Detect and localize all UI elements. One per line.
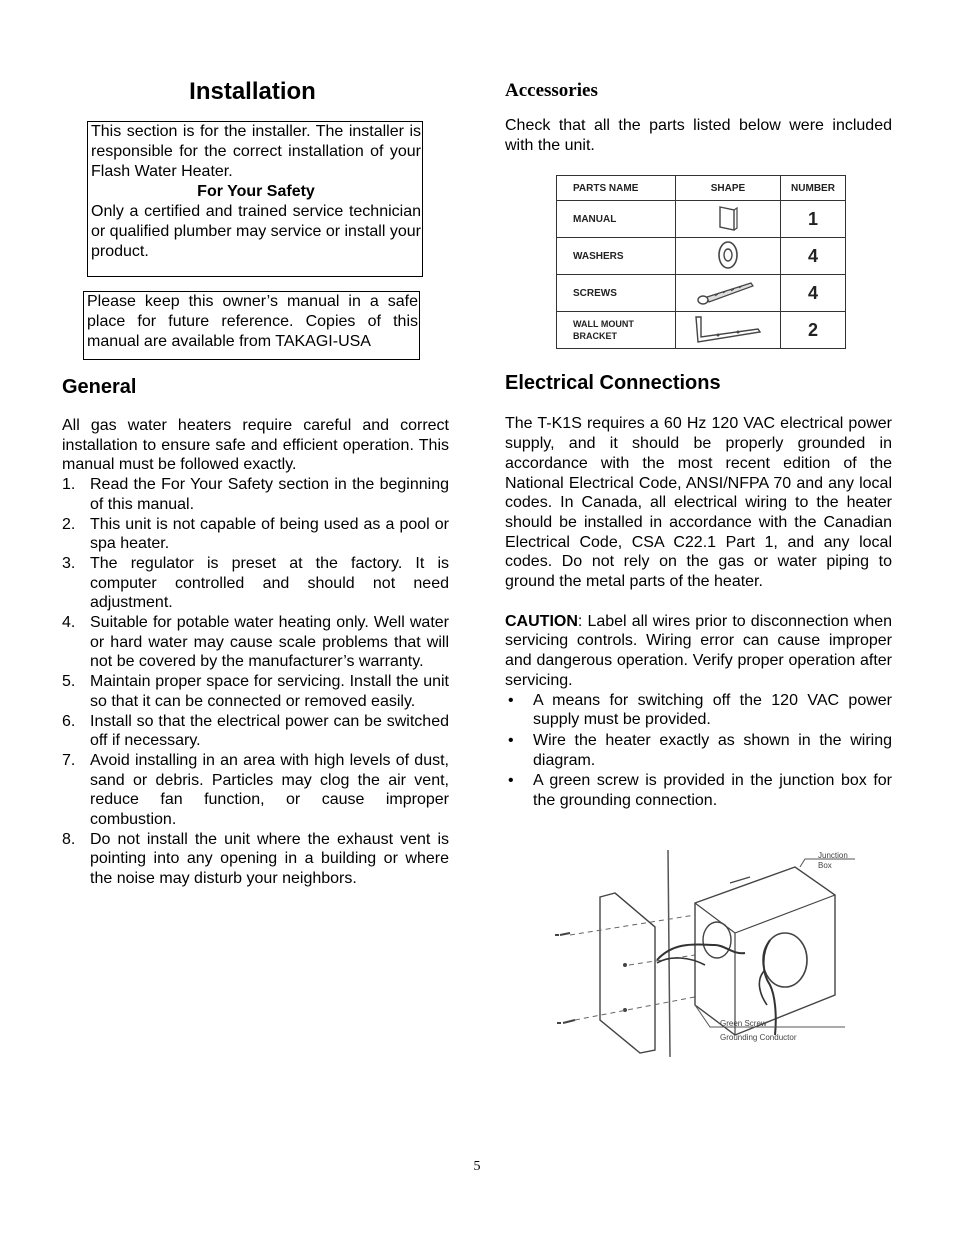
general-intro: All gas water heaters require careful and correct installation to ensure safe and efficient operation. This manual must be followed exactly. [62,417,449,474]
general-list [62,475,449,889]
item-text: Suitable for potable water heating only. Well water or hard water may cause scale problems that will not be covered by the manufacturer’s warranty. [90,614,449,671]
part-shape [676,201,781,238]
item-number: 8. [62,830,76,848]
part-shape [676,238,781,275]
item-number: 2. [62,515,76,533]
bracket-icon [688,313,768,345]
item-text: This unit is not capable of being used as a pool or spa heater. [90,515,449,553]
table-header-row [557,176,846,201]
installer-notice-box [87,121,423,277]
caution-paragraph [505,612,892,691]
accessories-intro: Check that all the parts listed below were included with the unit. [505,117,892,154]
list-item [62,830,449,889]
item-number: 4. [62,614,76,632]
list-item [62,613,449,672]
part-number: 1 [781,201,846,238]
label-green-screw: Green Screw [720,1019,767,1028]
part-shape [676,312,781,349]
part-name: WASHERS [557,238,676,275]
list-item [62,515,449,554]
item-text: Read the For Your Safety section in the beginning of this manual. [90,476,449,513]
electrical-intro: The T-K1S requires a 60 Hz 120 VAC electrical power supply, and it should be properly grounded in accordance with the most recent edition of the National Electrical Code, ANSI/NFPA 70 and any local codes. In Canada, all electrical wiring to the heater should be installed in accordance with the Canadian Electrical Code, CSA C22.1 Part 1, and any local codes. Do not rely on the gas or water piping to ground the metal parts of the heater. [505,415,892,591]
safety-heading: For Your Safety [197,183,315,200]
bullet-text: A green screw is provided in the junction box for the grounding connection. [533,772,892,810]
left-column [62,76,449,889]
electrical-bullets [505,691,892,811]
bullet-text: A means for switching off the 120 VAC power supply must be provided. [533,691,892,729]
item-number: 7. [62,751,76,769]
page-number: 5 [473,1159,481,1174]
item-number: 3. [62,554,76,572]
part-name: SCREWS [557,275,676,312]
junction-box-diagram [545,845,865,1060]
manual-notice-box [83,291,420,360]
accessories-title: Accessories [505,80,598,101]
installation-title: Installation [189,78,316,105]
header-parts-name: PARTS NAME [557,176,676,201]
table-row [557,312,846,349]
part-name: MANUAL [557,201,676,238]
manual-icon [713,203,743,233]
list-item [62,672,449,711]
installer-notice-text: This section is for the installer. The installer is responsible for the correct installation of your Flash Water Heater. [91,123,421,180]
bullet-icon: • [508,772,514,790]
item-text: Maintain proper space for servicing. Install the unit so that it can be connected or removed easily. [90,673,449,710]
list-item [62,751,449,830]
caution-label: CAUTION [505,612,578,630]
part-number: 2 [781,312,846,349]
part-name: WALL MOUNT BRACKET [557,312,676,349]
right-column [505,78,892,812]
item-number: 6. [62,712,76,730]
part-number: 4 [781,275,846,312]
screw-icon [693,277,763,307]
item-text: Do not install the unit where the exhaust vent is pointing into any opening in a building or where the noise may disturb your neighbors. [90,830,449,888]
list-item [62,475,449,514]
table-row [557,238,846,275]
manual-notice-text: Please keep this owner’s manual in a safe place for future reference. Copies of this manual are available from TAKAGI-USA [87,293,418,350]
bullet-icon: • [508,691,514,709]
header-number: NUMBER [781,176,846,201]
item-number: 1. [62,476,76,494]
safety-text: Only a certified and trained service technician or qualified plumber may service or install your product. [91,203,421,260]
list-item [505,731,892,770]
list-item [505,691,892,730]
bullet-text: Wire the heater exactly as shown in the wiring diagram. [533,731,892,769]
table-row [557,275,846,312]
item-text: Avoid installing in an area with high levels of dust, sand or debris. Particles may clog the air vent, reduce fan function, or cause improper combustion. [90,751,449,829]
list-item [505,771,892,810]
label-grounding-conductor: Grounding Conductor [720,1033,797,1042]
label-box: Box [818,861,832,870]
table-row [557,201,846,238]
item-number: 5. [62,673,76,691]
part-number: 4 [781,238,846,275]
item-text: Install so that the electrical power can be switched off if necessary. [90,712,449,750]
bullet-icon: • [508,731,514,749]
parts-table [556,175,846,349]
caution-text: : Label all wires prior to disconnection when servicing controls. Wiring error can cause improper and dangerous operation. Verify proper operation after servicing. [505,612,892,689]
header-shape: SHAPE [676,176,781,201]
washer-icon [713,239,743,271]
electrical-title: Electrical Connections [505,372,721,395]
item-text: The regulator is preset at the factory. It is computer controlled and should not need adjustment. [90,554,449,612]
list-item [62,554,449,613]
part-shape [676,275,781,312]
label-junction: Junction [818,851,848,860]
list-item [62,712,449,751]
general-title: General [62,376,137,398]
